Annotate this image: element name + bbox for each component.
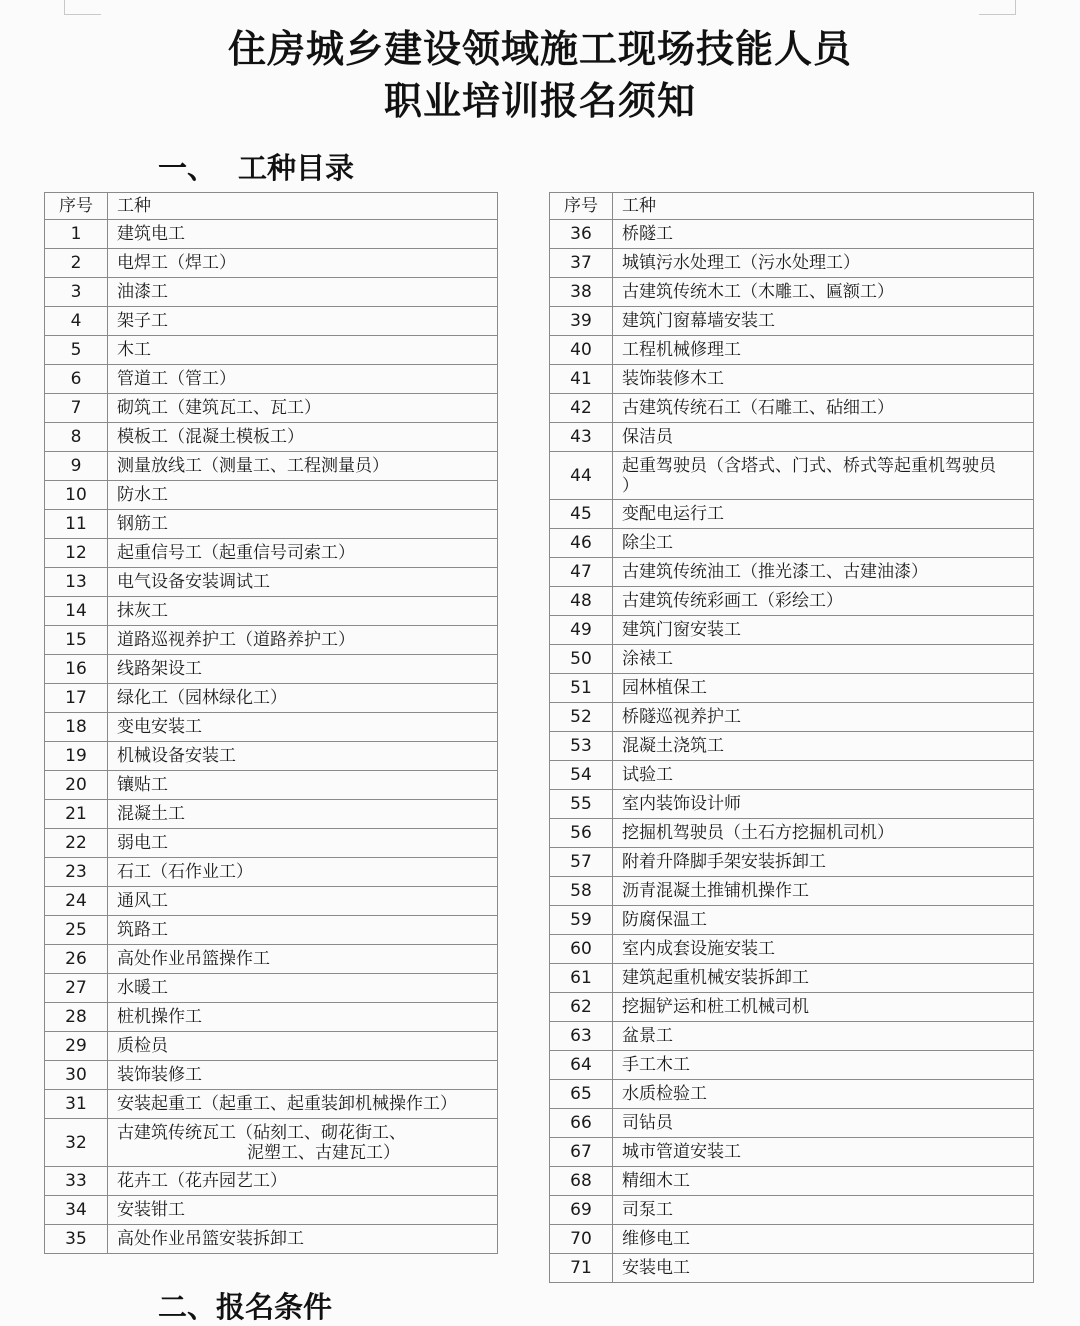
table-row	[550, 1022, 1034, 1051]
trade-name: 镶贴工	[108, 771, 498, 800]
row-number: 29	[45, 1032, 108, 1061]
table-row	[550, 761, 1034, 790]
table-row	[45, 539, 498, 568]
row-number: 9	[45, 452, 108, 481]
row-number: 8	[45, 423, 108, 452]
table-row	[45, 423, 498, 452]
trade-name: 筑路工	[108, 916, 498, 945]
trade-table-left	[44, 192, 498, 1254]
trade-name: 水质检验工	[613, 1080, 1034, 1109]
trade-name: 变电安装工	[108, 713, 498, 742]
table-row	[550, 645, 1034, 674]
row-number: 69	[550, 1196, 613, 1225]
table-row	[550, 935, 1034, 964]
row-number: 67	[550, 1138, 613, 1167]
section-number: 二、	[158, 1290, 217, 1324]
table-row	[550, 848, 1034, 877]
table-row	[550, 529, 1034, 558]
table-row	[550, 249, 1034, 278]
trade-name: 电焊工（焊工）	[108, 249, 498, 278]
trade-name: 安装钳工	[108, 1196, 498, 1225]
table-row	[550, 1138, 1034, 1167]
trade-name: 测量放线工（测量工、工程测量员）	[108, 452, 498, 481]
trade-name: 弱电工	[108, 829, 498, 858]
table-row	[45, 771, 498, 800]
table-row	[45, 307, 498, 336]
table-row	[45, 945, 498, 974]
trade-name: 木工	[108, 336, 498, 365]
table-row	[550, 336, 1034, 365]
table-row	[550, 365, 1034, 394]
trade-name	[108, 1119, 498, 1167]
trade-name: 司泵工	[613, 1196, 1034, 1225]
page-corner-mark-right	[979, 0, 1016, 15]
trade-name: 防腐保温工	[613, 906, 1034, 935]
row-number: 42	[550, 394, 613, 423]
trade-name: 保洁员	[613, 423, 1034, 452]
trade-name: 城市管道安装工	[613, 1138, 1034, 1167]
table-row	[550, 703, 1034, 732]
row-number: 45	[550, 500, 613, 529]
row-number: 6	[45, 365, 108, 394]
row-number: 32	[45, 1119, 108, 1167]
trade-name: 安装起重工（起重工、起重装卸机械操作工）	[108, 1090, 498, 1119]
trade-name: 工程机械修理工	[613, 336, 1034, 365]
row-number: 62	[550, 993, 613, 1022]
trade-name: 桩机操作工	[108, 1003, 498, 1032]
row-number: 38	[550, 278, 613, 307]
trade-name-line-1: 起重驾驶员（含塔式、门式、桥式等起重机驾驶员	[622, 455, 996, 476]
table-row	[45, 1119, 498, 1167]
trade-name: 抹灰工	[108, 597, 498, 626]
trade-name: 建筑电工	[108, 220, 498, 249]
row-number: 25	[45, 916, 108, 945]
row-number: 31	[45, 1090, 108, 1119]
row-number: 60	[550, 935, 613, 964]
table-row	[45, 858, 498, 887]
table-row	[45, 249, 498, 278]
trade-name: 除尘工	[613, 529, 1034, 558]
row-number: 11	[45, 510, 108, 539]
trade-name: 盆景工	[613, 1022, 1034, 1051]
table-row	[550, 423, 1034, 452]
trade-name: 城镇污水处理工（污水处理工）	[613, 249, 1034, 278]
table-row	[45, 1061, 498, 1090]
row-number: 49	[550, 616, 613, 645]
table-row	[45, 278, 498, 307]
table-row	[45, 1090, 498, 1119]
table-row	[550, 877, 1034, 906]
table-row	[550, 790, 1034, 819]
row-number: 19	[45, 742, 108, 771]
row-number: 21	[45, 800, 108, 829]
row-number: 12	[45, 539, 108, 568]
trade-name: 建筑门窗幕墙安装工	[613, 307, 1034, 336]
row-number: 41	[550, 365, 613, 394]
row-number: 39	[550, 307, 613, 336]
row-number: 1	[45, 220, 108, 249]
row-number: 5	[45, 336, 108, 365]
trade-name: 质检员	[108, 1032, 498, 1061]
table-row	[550, 307, 1034, 336]
trade-name: 机械设备安装工	[108, 742, 498, 771]
row-number: 50	[550, 645, 613, 674]
table-row	[45, 481, 498, 510]
row-number: 54	[550, 761, 613, 790]
row-number: 33	[45, 1167, 108, 1196]
row-number: 22	[45, 829, 108, 858]
header-trade: 工种	[108, 193, 498, 220]
section-title: 报名条件	[216, 1290, 333, 1324]
row-number: 52	[550, 703, 613, 732]
row-number: 43	[550, 423, 613, 452]
header-no: 序号	[45, 193, 108, 220]
trade-name: 室内装饰设计师	[613, 790, 1034, 819]
header-no: 序号	[550, 193, 613, 220]
trade-name: 变配电运行工	[613, 500, 1034, 529]
table-row	[45, 568, 498, 597]
table-row	[45, 220, 498, 249]
trade-name: 桥隧工	[613, 220, 1034, 249]
row-number: 40	[550, 336, 613, 365]
trade-name: 花卉工（花卉园艺工）	[108, 1167, 498, 1196]
table-row	[550, 1196, 1034, 1225]
row-number: 63	[550, 1022, 613, 1051]
row-number: 71	[550, 1254, 613, 1283]
trade-name: 电气设备安装调试工	[108, 568, 498, 597]
table-row	[550, 1167, 1034, 1196]
trade-name: 绿化工（园林绿化工）	[108, 684, 498, 713]
table-row	[550, 278, 1034, 307]
table-row	[550, 1080, 1034, 1109]
table-row	[45, 510, 498, 539]
table-row	[45, 684, 498, 713]
table-row	[45, 452, 498, 481]
row-number: 36	[550, 220, 613, 249]
trade-name: 架子工	[108, 307, 498, 336]
table-row	[45, 336, 498, 365]
row-number: 13	[45, 568, 108, 597]
table-row	[550, 674, 1034, 703]
table-row	[550, 1109, 1034, 1138]
trade-name: 桥隧巡视养护工	[613, 703, 1034, 732]
row-number: 10	[45, 481, 108, 510]
table-row	[45, 1225, 498, 1254]
table-row	[550, 819, 1034, 848]
trade-name	[613, 452, 1034, 500]
document-title-line-1: 住房城乡建设领域施工现场技能人员	[227, 27, 852, 71]
table-row	[550, 452, 1034, 500]
trade-name: 防水工	[108, 481, 498, 510]
table-row	[550, 558, 1034, 587]
row-number: 23	[45, 858, 108, 887]
row-number: 27	[45, 974, 108, 1003]
row-number: 28	[45, 1003, 108, 1032]
row-number: 59	[550, 906, 613, 935]
row-number: 48	[550, 587, 613, 616]
section-heading-trade-catalog	[158, 146, 354, 187]
row-number: 56	[550, 819, 613, 848]
row-number: 3	[45, 278, 108, 307]
table-row	[550, 732, 1034, 761]
row-number: 20	[45, 771, 108, 800]
table-row	[45, 1003, 498, 1032]
row-number: 57	[550, 848, 613, 877]
trade-name: 线路架设工	[108, 655, 498, 684]
row-number: 34	[45, 1196, 108, 1225]
trade-name: 装饰装修木工	[613, 365, 1034, 394]
trade-name: 室内成套设施安装工	[613, 935, 1034, 964]
row-number: 55	[550, 790, 613, 819]
table-row	[45, 974, 498, 1003]
trade-name: 沥青混凝土推铺机操作工	[613, 877, 1034, 906]
table-row	[550, 1225, 1034, 1254]
row-number: 37	[550, 249, 613, 278]
trade-name: 道路巡视养护工（道路养护工）	[108, 626, 498, 655]
table-row	[45, 742, 498, 771]
trade-name: 建筑门窗安装工	[613, 616, 1034, 645]
table-row	[45, 365, 498, 394]
row-number: 16	[45, 655, 108, 684]
row-number: 47	[550, 558, 613, 587]
trade-name: 装饰装修工	[108, 1061, 498, 1090]
row-number: 17	[45, 684, 108, 713]
trade-name: 精细木工	[613, 1167, 1034, 1196]
trade-name: 古建筑传统石工（石雕工、砧细工）	[613, 394, 1034, 423]
table-row	[550, 1051, 1034, 1080]
trade-name: 附着升降脚手架安装拆卸工	[613, 848, 1034, 877]
trade-name: 挖掘铲运和桩工机械司机	[613, 993, 1034, 1022]
trade-name: 管道工（管工）	[108, 365, 498, 394]
trade-name: 混凝土浇筑工	[613, 732, 1034, 761]
row-number: 70	[550, 1225, 613, 1254]
trade-name: 古建筑传统油工（推光漆工、古建油漆）	[613, 558, 1034, 587]
table-row	[45, 394, 498, 423]
row-number: 35	[45, 1225, 108, 1254]
table-row	[550, 616, 1034, 645]
row-number: 14	[45, 597, 108, 626]
row-number: 7	[45, 394, 108, 423]
trade-name: 模板工（混凝土模板工）	[108, 423, 498, 452]
row-number: 65	[550, 1080, 613, 1109]
row-number: 66	[550, 1109, 613, 1138]
row-number: 46	[550, 529, 613, 558]
document-title-line-2: 职业培训报名须知	[383, 79, 696, 123]
table-row	[550, 500, 1034, 529]
trade-name: 石工（石作业工）	[108, 858, 498, 887]
row-number: 26	[45, 945, 108, 974]
table-row	[550, 394, 1034, 423]
table-row	[45, 655, 498, 684]
trade-name: 挖掘机驾驶员（土石方挖掘机司机）	[613, 819, 1034, 848]
section-heading-cut-off	[158, 1285, 332, 1326]
row-number: 18	[45, 713, 108, 742]
trade-name: 试验工	[613, 761, 1034, 790]
row-number: 24	[45, 887, 108, 916]
row-number: 58	[550, 877, 613, 906]
row-number: 64	[550, 1051, 613, 1080]
table-row	[45, 1196, 498, 1225]
trade-name: 司钻员	[613, 1109, 1034, 1138]
table-row	[45, 1167, 498, 1196]
trade-name: 古建筑传统木工（木雕工、匾额工）	[613, 278, 1034, 307]
table-row	[45, 800, 498, 829]
table-row	[550, 964, 1034, 993]
row-number: 61	[550, 964, 613, 993]
table-row	[550, 1254, 1034, 1283]
table-row	[550, 587, 1034, 616]
table-row	[45, 887, 498, 916]
trade-name: 手工木工	[613, 1051, 1034, 1080]
row-number: 30	[45, 1061, 108, 1090]
trade-name: 通风工	[108, 887, 498, 916]
trade-name: 园林植保工	[613, 674, 1034, 703]
header-trade: 工种	[613, 193, 1034, 220]
table-row	[45, 1032, 498, 1061]
row-number: 51	[550, 674, 613, 703]
table-row	[45, 916, 498, 945]
table-row	[45, 626, 498, 655]
page-corner-mark-left	[64, 0, 101, 15]
trade-name: 水暖工	[108, 974, 498, 1003]
trade-name: 安装电工	[613, 1254, 1034, 1283]
trade-name: 钢筋工	[108, 510, 498, 539]
trade-table-right	[549, 192, 1034, 1283]
trade-name: 涂裱工	[613, 645, 1034, 674]
trade-name: 古建筑传统彩画工（彩绘工）	[613, 587, 1034, 616]
section-number: 一、	[158, 151, 217, 185]
row-number: 4	[45, 307, 108, 336]
row-number: 53	[550, 732, 613, 761]
trade-name-line-2: 泥塑工、古建瓦工）	[247, 1142, 400, 1163]
trade-name-line-2: ）	[622, 475, 639, 496]
row-number: 2	[45, 249, 108, 278]
row-number: 15	[45, 626, 108, 655]
table-header-row	[550, 193, 1034, 220]
trade-name: 油漆工	[108, 278, 498, 307]
table-row	[45, 597, 498, 626]
table-row	[45, 829, 498, 858]
table-row	[45, 713, 498, 742]
table-row	[550, 993, 1034, 1022]
trade-name: 高处作业吊篮安装拆卸工	[108, 1225, 498, 1254]
trade-name: 混凝土工	[108, 800, 498, 829]
row-number: 44	[550, 452, 613, 500]
trade-name: 建筑起重机械安装拆卸工	[613, 964, 1034, 993]
table-row	[550, 906, 1034, 935]
trade-name: 高处作业吊篮操作工	[108, 945, 498, 974]
trade-name: 维修电工	[613, 1225, 1034, 1254]
section-title: 工种目录	[238, 151, 355, 185]
table-header-row	[45, 193, 498, 220]
trade-name: 起重信号工（起重信号司索工）	[108, 539, 498, 568]
trade-name: 砌筑工（建筑瓦工、瓦工）	[108, 394, 498, 423]
table-row	[550, 220, 1034, 249]
row-number: 68	[550, 1167, 613, 1196]
trade-name-line-1: 古建筑传统瓦工（砧刻工、砌花街工、	[117, 1122, 406, 1143]
